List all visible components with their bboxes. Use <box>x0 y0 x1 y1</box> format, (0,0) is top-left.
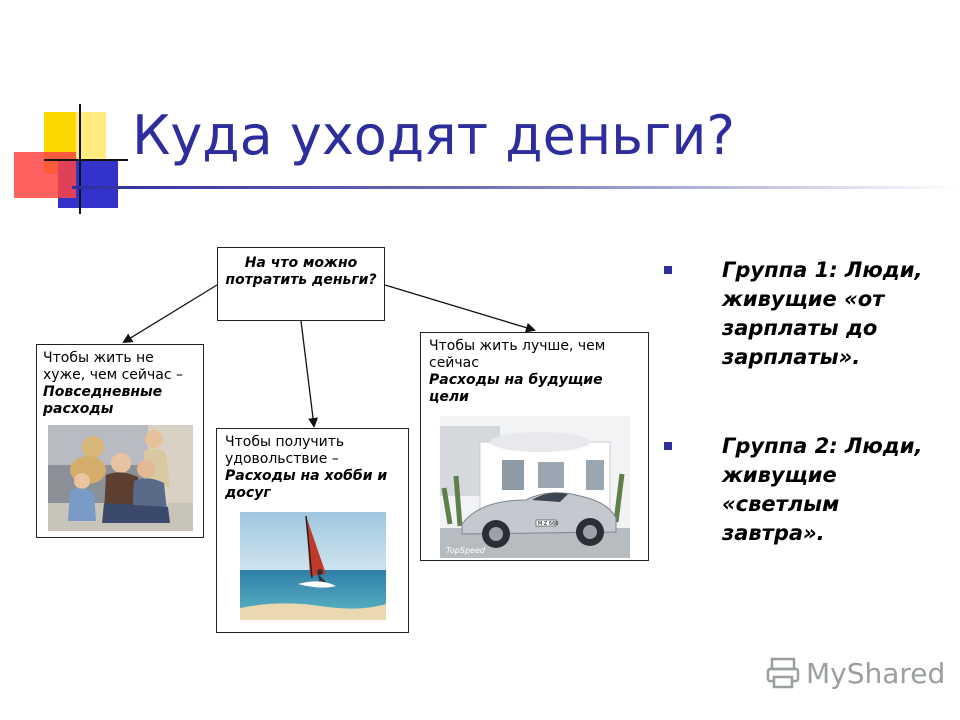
box-everyday-expenses <box>36 344 204 538</box>
arrow-to-box1 <box>124 285 217 342</box>
arrow-to-box2 <box>301 321 314 426</box>
arrow-to-box3 <box>385 285 534 330</box>
car-caption: TopSpeed <box>446 546 485 555</box>
box-future-goals <box>420 332 649 561</box>
family-photo <box>48 425 193 531</box>
box2-emphasis: Расходы на хобби и досуг <box>225 468 388 501</box>
box1-emphasis: Повседневные расходы <box>43 384 163 417</box>
box-hobby-expenses <box>216 428 409 633</box>
center-question-box <box>217 247 385 321</box>
box3-emphasis: Расходы на будущие цели <box>429 372 603 405</box>
printer-icon <box>766 657 800 689</box>
bullet-text: Группа 1: Люди, живущие «от зарплаты до зарплаты». <box>722 258 923 369</box>
bullet-list <box>664 256 924 608</box>
bullet-text: Группа 2: Люди, живущие «светлым завтра». <box>722 434 923 545</box>
box1-text: Чтобы жить не хуже, чем сейчас – <box>43 350 183 383</box>
windsurfer-photo <box>240 512 386 620</box>
myshared-logo[interactable] <box>766 656 945 690</box>
title-underline <box>72 186 960 189</box>
bullet-group-1 <box>664 256 924 372</box>
slide-title: Куда уходят деньги? <box>132 104 736 167</box>
bullet-square-icon <box>664 266 672 274</box>
car-photo <box>440 416 630 558</box>
car-plate: M·Z 660 <box>538 521 559 527</box>
box3-text: Чтобы жить лучше, чем сейчас <box>429 338 606 371</box>
logo-text: MyShared <box>806 656 946 690</box>
bullet-square-icon <box>664 442 672 450</box>
bullet-group-2 <box>664 432 924 548</box>
center-question-text: На что можно потратить деньги? <box>225 255 377 288</box>
box2-text: Чтобы получить удовольствие – <box>225 434 345 467</box>
